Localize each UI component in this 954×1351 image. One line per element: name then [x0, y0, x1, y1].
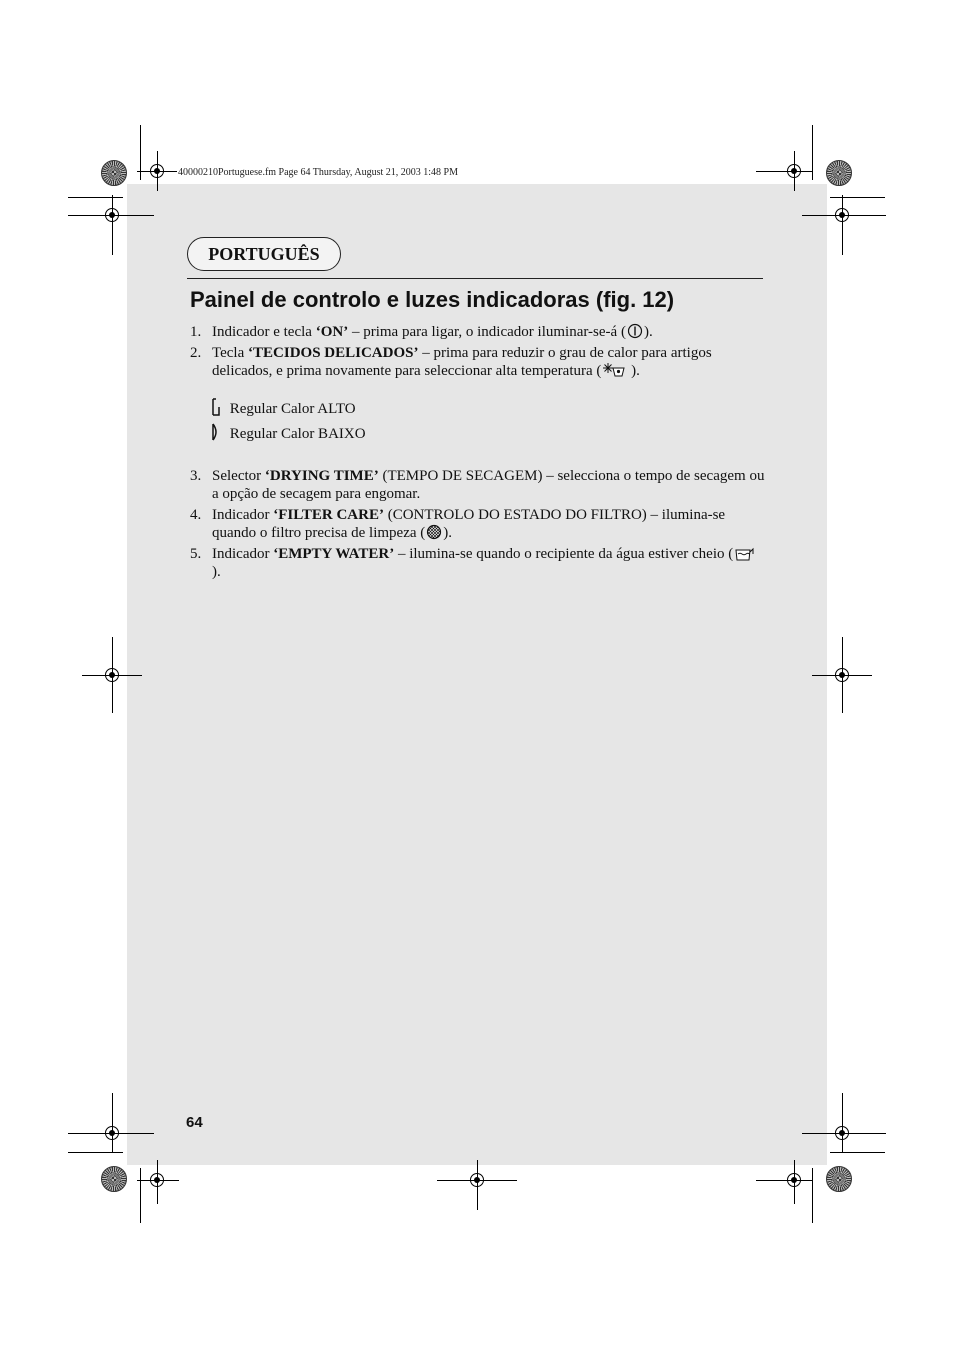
water-container-icon: [734, 547, 754, 561]
crop-mark: [140, 125, 141, 180]
crop-mark: [140, 1168, 141, 1223]
page-number: 64: [186, 1114, 203, 1131]
color-target-icon: [826, 1166, 852, 1192]
color-target-icon: [101, 1166, 127, 1192]
crop-mark: [830, 197, 885, 198]
section-title: Painel de controlo e luzes indicadoras (fig. 12): [190, 287, 675, 312]
list-item: 1. Indicador e tecla ‘ON’ – prima para ligar, o indicador iluminar-se-á ( ).: [190, 324, 653, 340]
list-item: 4. Indicador ‘FILTER CARE’ (CONTROLO DO ESTADO DO FILTRO) – ilumina-se quando o filtro precisa de limpeza ( ).: [190, 507, 726, 541]
heat-setting-high: Regular Calor ALTO: [210, 398, 356, 418]
crop-mark: [812, 125, 813, 180]
crop-mark: [830, 1152, 885, 1153]
language-tab: PORTUGUÊS: [187, 237, 341, 271]
numbered-list-top: [190, 323, 765, 383]
crop-mark: [68, 1152, 123, 1153]
header-rule: [187, 278, 763, 279]
crop-mark: [68, 197, 123, 198]
list-item: 3. Selector ‘DRYING TIME’ (TEMPO DE SECAGEM) – selecciona o tempo de secagem ou a opção de secagem para engomar.: [190, 468, 765, 502]
color-target-icon: [101, 160, 127, 186]
list-item: 2. Tecla ‘TECIDOS DELICADOS’ – prima para reduzir o grau de calor para artigos delicados, e prima novamente para seleccionar alta temperatura ( ).: [190, 345, 712, 379]
filter-icon: [426, 524, 442, 540]
power-icon: [627, 323, 643, 339]
file-info-header: 40000210Portuguese.fm Page 64 Thursday, August 21, 2003 1:48 PM: [178, 167, 458, 178]
numbered-list-bottom: [190, 467, 765, 584]
heat-low-icon: [210, 423, 222, 441]
delicate-icon: [602, 362, 626, 378]
list-item: 5. Indicador ‘EMPTY WATER’ – ilumina-se quando o recipiente da água estiver cheio ( ).: [190, 545, 765, 581]
color-target-icon: [826, 160, 852, 186]
heat-setting-low: Regular Calor BAIXO: [210, 423, 366, 443]
crop-mark: [812, 1168, 813, 1223]
heat-high-icon: [210, 398, 222, 416]
